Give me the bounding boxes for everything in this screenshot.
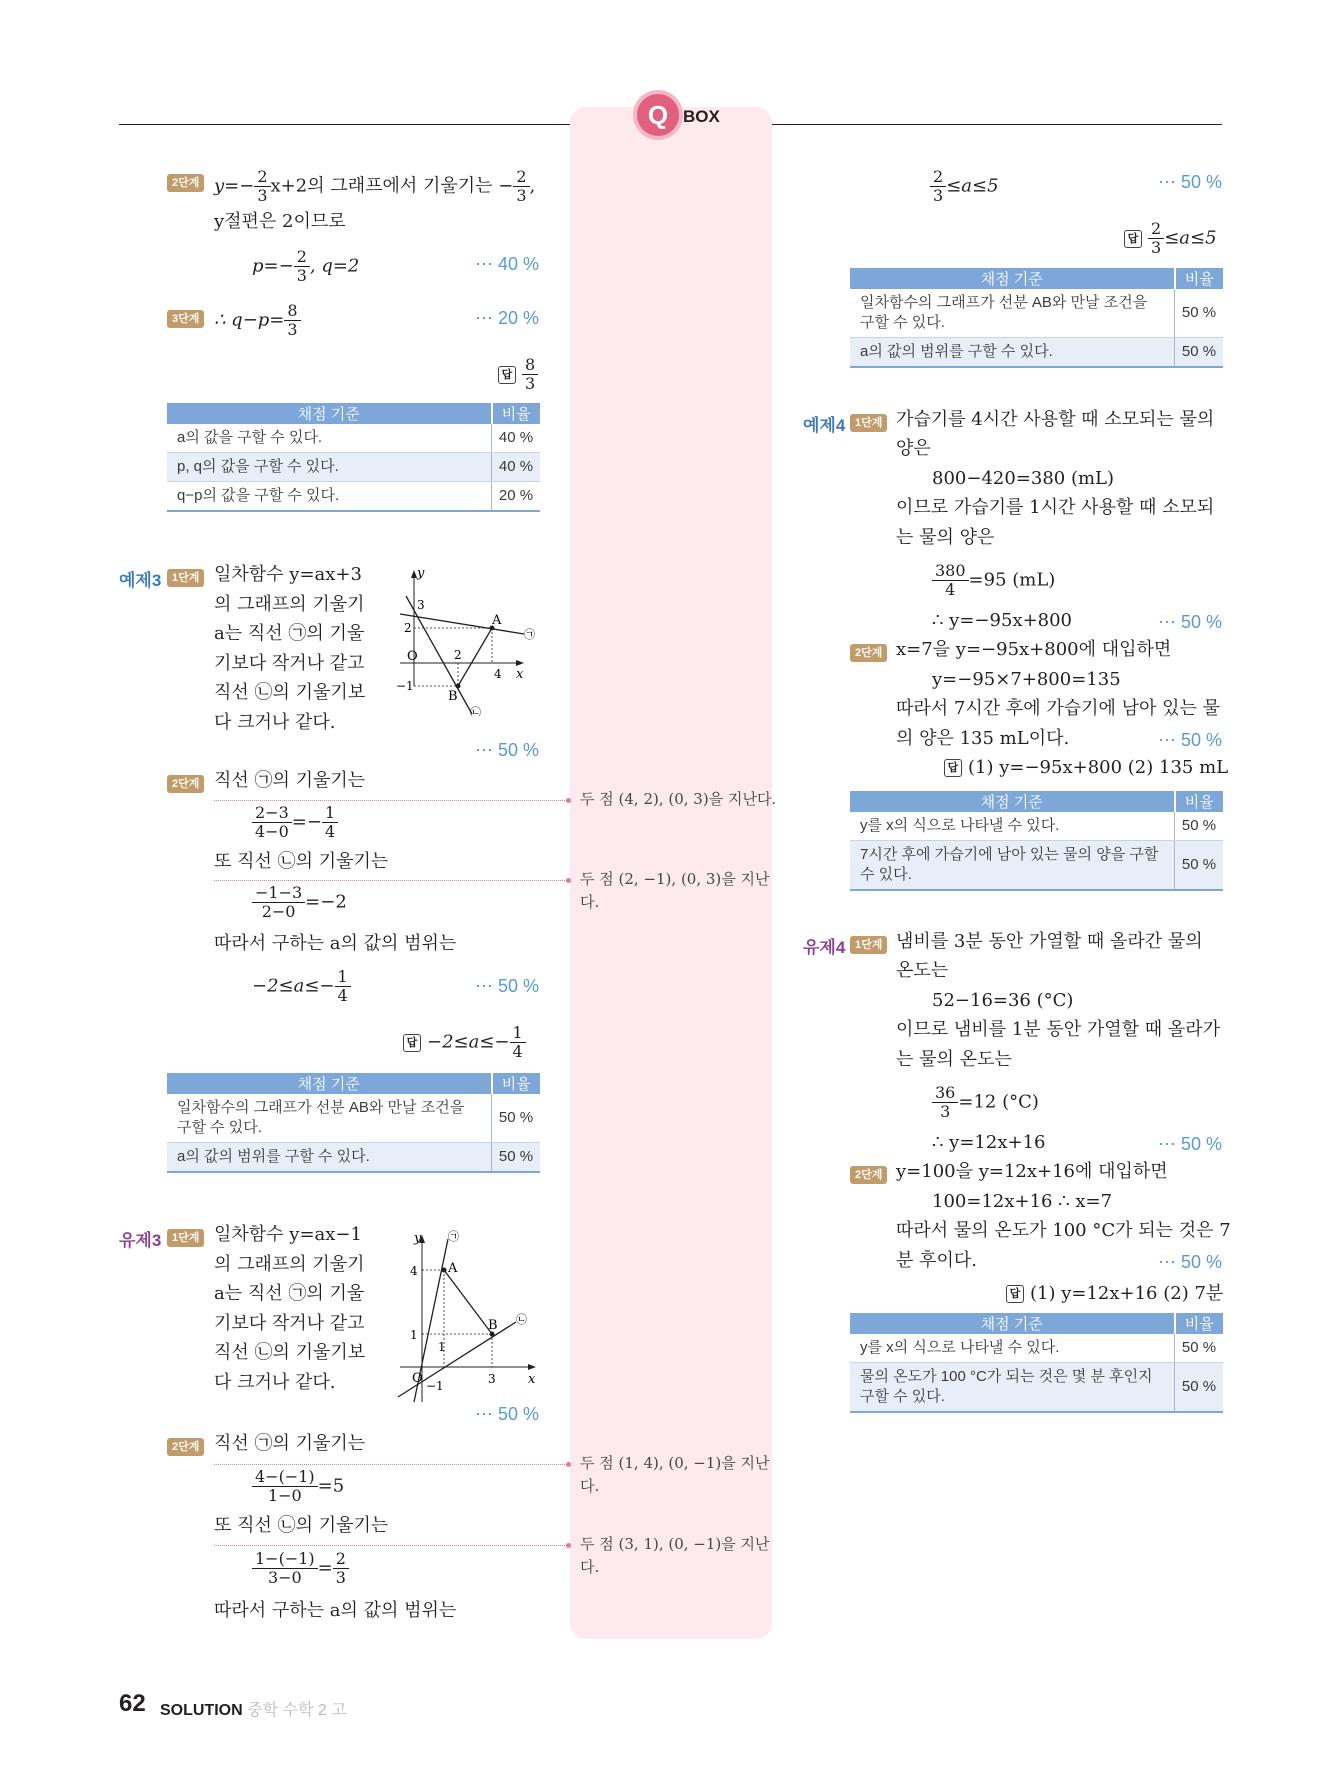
answer: 답 (1) y=−95x+800 (2) 135 mL	[944, 757, 1228, 778]
ex3-step2-line3: 따라서 구하는 a의 값의 범위는	[214, 933, 457, 954]
ex4-line: 이므로 가습기를 1시간 사용할 때 소모되	[896, 497, 1215, 518]
answer: 답 (1) y=12x+16 (2) 7분	[1006, 1279, 1223, 1305]
step-badge: 2단계	[850, 1166, 887, 1184]
ex4-result: ∴ y=−95x+800	[932, 610, 1073, 631]
percent-label: ⋯ 50 %	[1158, 1252, 1223, 1272]
answer: 답 −2≤a≤− $\frac{1}{4}$	[403, 1024, 526, 1061]
ex4-line: x=7을 y=−95x+800에 대입하면	[896, 639, 1172, 660]
yu3-step2-line2: 또 직선 ㉡의 기울기는	[214, 1515, 389, 1536]
yu3-step2-line3: 따라서 구하는 a의 값의 범위는	[214, 1600, 457, 1621]
percent-label: ⋯ 50 %	[475, 1404, 540, 1424]
percent-label: ⋯ 50 %	[1158, 730, 1223, 750]
ex4-line: 는 물의 양은	[896, 527, 995, 548]
ex4-line: 양은	[896, 438, 931, 459]
svg-text:−1: −1	[396, 679, 414, 693]
q-badge-icon: Q	[633, 90, 683, 140]
s1-line1: y=− $\frac{2}{3}$ x+2의 그래프에서 기울기는 − $\frac{2}{3}$ ,	[214, 167, 536, 205]
svg-text:y: y	[414, 1231, 422, 1246]
header-rule-right	[771, 124, 1222, 125]
yu3-fraction1: $\frac{4-(-1)}{1-0}$ =5	[252, 1468, 344, 1505]
percent-label: ⋯ 50 %	[1158, 612, 1223, 632]
leader-line	[214, 1545, 569, 1546]
svg-text:B: B	[488, 1318, 498, 1333]
table-header: 비율	[1175, 268, 1224, 289]
right-range: $\frac{2}{3}$ ≤a≤5	[930, 168, 999, 205]
header-rule-left	[119, 124, 571, 125]
page-number: 62	[119, 1690, 146, 1717]
leader-line	[214, 800, 569, 801]
table-row: 일차함수의 그래프가 선분 AB와 만날 조건을 구할 수 있다. 50 %	[850, 289, 1223, 338]
yu4-line: 는 물의 온도는	[896, 1049, 1012, 1070]
table-row: a의 값의 범위를 구할 수 있다. 50 %	[167, 1143, 540, 1173]
yu4-line: 따라서 물의 온도가 100 °C가 되는 것은 7	[896, 1220, 1231, 1241]
svg-text:㉡: ㉡	[470, 706, 481, 716]
leader-dot	[566, 1543, 571, 1548]
yu3-line: 일차함수 y=ax−1	[214, 1224, 362, 1245]
svg-text:x: x	[528, 1372, 536, 1387]
problem-tag: 예제4	[803, 416, 846, 435]
ex3-graph	[392, 566, 542, 716]
table-header: 채점 기준	[167, 1073, 492, 1094]
svg-text:㉠: ㉠	[524, 628, 535, 641]
answer: 답 $\frac{8}{3}$	[498, 356, 538, 393]
problem-tag: 유제3	[119, 1231, 162, 1250]
yu4-result: ∴ y=12x+16	[932, 1132, 1046, 1153]
problem-tag: 예제3	[119, 571, 162, 590]
grading-table	[850, 1313, 1223, 1413]
step-badge: 1단계	[167, 1229, 204, 1247]
ex4-fraction: $\frac{380}{4}$ =95 (mL)	[932, 562, 1055, 599]
yu4-fraction: $\frac{36}{3}$ =12 (°C)	[932, 1084, 1039, 1121]
table-header: 채점 기준	[167, 403, 492, 424]
svg-text:O: O	[407, 649, 418, 664]
s1-line4: ∴ q−p= $\frac{8}{3}$	[214, 302, 301, 339]
yu3-line: 직선 ㉡의 기울기보	[214, 1342, 366, 1363]
step-badge: 1단계	[167, 569, 204, 587]
yu3-line: 의 그래프의 기울기	[214, 1254, 365, 1275]
leader-line	[214, 880, 569, 881]
yu3-fraction2: $\frac{1-(-1)}{3-0}$ = $\frac{2}{3}$	[252, 1550, 349, 1587]
svg-text:B: B	[448, 689, 458, 704]
answer-icon: 답	[944, 759, 962, 777]
qbox-note: 두 점 (2, −1), (0, 3)을 지난다.	[580, 870, 770, 911]
percent-label: ⋯ 20 %	[475, 308, 540, 328]
percent-label: ⋯ 50 %	[475, 976, 540, 996]
yu4-eq: 52−16=36 (°C)	[932, 990, 1074, 1011]
ex4-eq: 800−420=380 (mL)	[932, 468, 1115, 489]
footer-label: SOLUTION 중학 수학 2 고	[160, 1702, 347, 1719]
answer-icon: 답	[1124, 230, 1142, 248]
table-row: a의 값의 범위를 구할 수 있다. 50 %	[850, 338, 1223, 368]
leader-line	[214, 1464, 569, 1465]
yu3-line: 다 크거나 같다.	[214, 1372, 336, 1393]
answer-icon: 답	[403, 1034, 421, 1052]
ex3-line: 기보다 작거나 같고	[214, 653, 365, 674]
svg-text:㉡: ㉡	[516, 1313, 527, 1326]
grading-table	[167, 403, 540, 512]
svg-text:2: 2	[404, 621, 412, 635]
ex3-line: 일차함수 y=ax+3	[214, 564, 362, 585]
yu4-line: 분 후이다.	[896, 1250, 977, 1271]
percent-label: ⋯ 50 %	[1158, 172, 1223, 192]
leader-dot	[566, 878, 571, 883]
table-header: 비율	[492, 403, 541, 424]
step-badge: 2단계	[850, 644, 887, 662]
ex4-line: 가습기를 4시간 사용할 때 소모되는 물의	[896, 409, 1215, 430]
grading-table	[167, 1073, 540, 1173]
percent-label: ⋯ 50 %	[475, 740, 540, 760]
svg-text:3: 3	[417, 598, 425, 612]
svg-text:3: 3	[488, 1372, 496, 1386]
problem-tag: 유제4	[803, 938, 846, 957]
qbox-note: 두 점 (4, 2), (0, 3)을 지난다.	[580, 790, 777, 808]
svg-text:A: A	[492, 613, 502, 628]
yu4-line: 온도는	[896, 960, 949, 981]
table-row: 일차함수의 그래프가 선분 AB와 만날 조건을 구할 수 있다. 50 %	[167, 1094, 540, 1143]
step-badge: 2단계	[167, 174, 204, 192]
step-badge: 2단계	[167, 1438, 204, 1456]
grading-table	[850, 791, 1223, 891]
ex3-line: 직선 ㉡의 기울기보	[214, 682, 366, 703]
ex3-step2-line1: 직선 ㉠의 기울기는	[214, 770, 366, 791]
ex3-step2-line2: 또 직선 ㉡의 기울기는	[214, 851, 389, 872]
table-row: 물의 온도가 100 °C가 되는 것은 몇 분 후인지 구할 수 있다. 50 %	[850, 1363, 1223, 1413]
s1-line2: y절편은 2이므로	[214, 211, 346, 232]
yu4-eq: 100=12x+16 ∴ x=7	[932, 1191, 1113, 1212]
table-header: 비율	[1175, 791, 1224, 812]
yu4-line: y=100을 y=12x+16에 대입하면	[896, 1161, 1168, 1182]
percent-label: ⋯ 50 %	[1158, 1134, 1223, 1154]
ex4-line: 따라서 7시간 후에 가습기에 남아 있는 물	[896, 698, 1220, 719]
svg-text:4: 4	[410, 1264, 418, 1278]
yu4-line: 냄비를 3분 동안 가열할 때 올라간 물의	[896, 931, 1203, 952]
step-badge: 1단계	[850, 936, 887, 954]
ex3-fraction1: $\frac{2-3}{4-0}$ =− $\frac{1}{4}$	[252, 804, 338, 841]
table-header: 비율	[1175, 1313, 1224, 1334]
qbox-label: BOX	[683, 107, 720, 126]
table-header: 비율	[492, 1073, 541, 1094]
ex3-line: 의 그래프의 기울기	[214, 594, 365, 615]
ex3-line: 다 크거나 같다.	[214, 712, 336, 733]
table-row: y를 x의 식으로 나타낼 수 있다. 50 %	[850, 1334, 1223, 1363]
svg-text:y: y	[417, 566, 425, 581]
qbox-note: 두 점 (1, 4), (0, −1)을 지난다.	[580, 1454, 770, 1495]
table-header: 채점 기준	[850, 268, 1175, 289]
svg-text:A: A	[448, 1261, 458, 1276]
svg-text:O: O	[412, 1371, 423, 1386]
yu3-step2-line1: 직선 ㉠의 기울기는	[214, 1433, 366, 1454]
s1-line3: p=− $\frac{2}{3}$ , q=2	[252, 247, 360, 285]
ex4-eq: y=−95×7+800=135	[932, 669, 1121, 690]
ex3-fraction2: $\frac{-1-3}{2-0}$ =−2	[252, 884, 347, 921]
svg-text:1: 1	[438, 1340, 446, 1354]
table-row: 7시간 후에 가습기에 남아 있는 물의 양을 구할 수 있다. 50 %	[850, 841, 1223, 891]
table-row: q−p의 값을 구할 수 있다. 20 %	[167, 482, 540, 512]
table-row: p, q의 값을 구할 수 있다. 40 %	[167, 453, 540, 482]
yu3-line: a는 직선 ㉠의 기울	[214, 1283, 365, 1304]
step-badge: 1단계	[850, 414, 887, 432]
yu3-line: 기보다 작거나 같고	[214, 1313, 365, 1334]
answer-icon: 답	[1006, 1285, 1024, 1303]
grading-table	[850, 268, 1223, 368]
table-row: a의 값을 구할 수 있다. 40 %	[167, 424, 540, 453]
table-header: 채점 기준	[850, 791, 1175, 812]
yu4-line: 이므로 냄비를 1분 동안 가열할 때 올라가	[896, 1019, 1220, 1040]
svg-text:㉠: ㉠	[448, 1230, 459, 1243]
ex3-line: a는 직선 ㉠의 기울	[214, 623, 365, 644]
step-badge: 3단계	[167, 310, 204, 328]
svg-text:2: 2	[454, 648, 462, 662]
ex4-line: 의 양은 135 mL이다.	[896, 728, 1070, 749]
answer: 답 $\frac{2}{3}$ ≤a≤5	[1124, 220, 1217, 257]
step-badge: 2단계	[167, 775, 204, 793]
table-row: y를 x의 식으로 나타낼 수 있다. 50 %	[850, 812, 1223, 841]
svg-text:−1: −1	[426, 1379, 444, 1393]
answer-icon: 답	[498, 366, 516, 384]
table-header: 채점 기준	[850, 1313, 1175, 1334]
leader-dot	[566, 798, 571, 803]
qbox-note: 두 점 (3, 1), (0, −1)을 지난다.	[580, 1535, 770, 1576]
svg-text:x: x	[516, 667, 524, 682]
ex3-range: −2≤a≤− $\frac{1}{4}$	[252, 968, 351, 1005]
percent-label: ⋯ 40 %	[475, 254, 540, 274]
svg-text:4: 4	[494, 667, 502, 681]
leader-dot	[566, 1462, 571, 1467]
yu3-graph	[392, 1227, 542, 1407]
svg-text:1: 1	[410, 1328, 418, 1342]
